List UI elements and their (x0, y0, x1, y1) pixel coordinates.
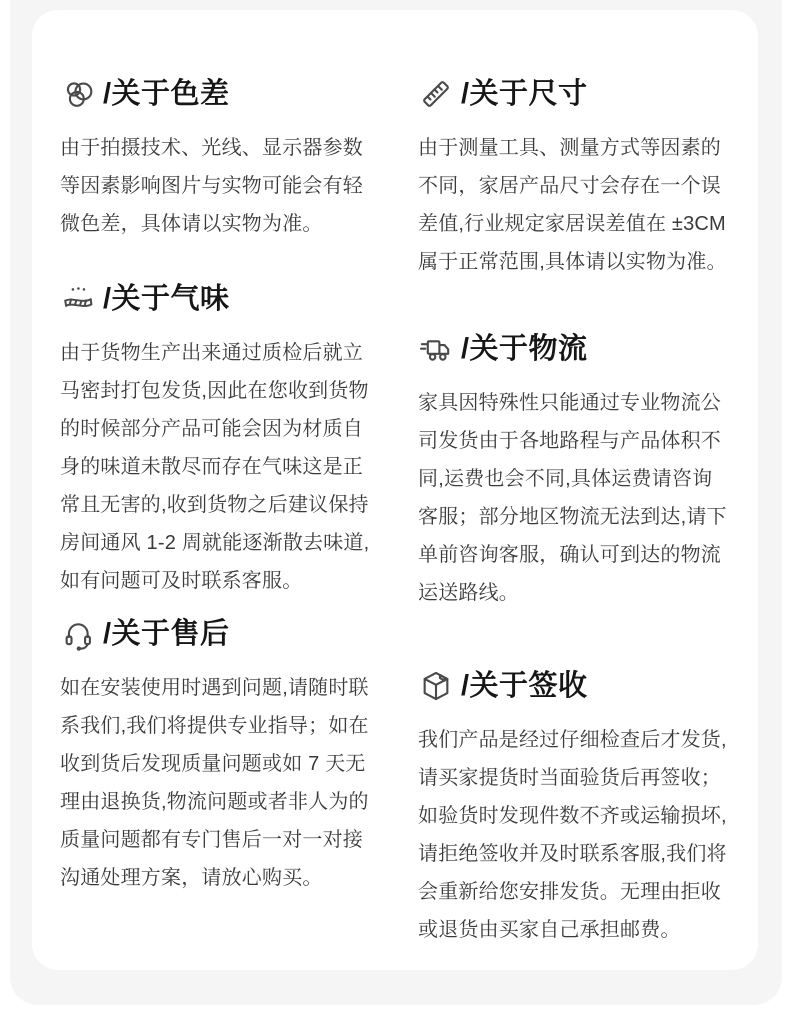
section-title: /关于气味 (103, 283, 230, 315)
section-body: 由于拍摄技术、光线、显示器参数等因素影响图片与实物可能会有轻微色差，具体请以实物为准。 (60, 137, 363, 235)
section-smell (60, 279, 372, 600)
section-body: 我们产品是经过仔细检查后才发货,请买家提货时当面验货后再签收；如验货时发现件数不齐或运输损坏,请拒绝签收并及时联系客服,我们将会重新给您安排发货。无理由拒收或退货由买家自己承担邮费。 (418, 729, 727, 941)
section-body: 家具因特殊性只能通过专业物流公司发货由于各地路程与产品体积不同,运费也会不同,具体运费请咨询客服；部分地区物流无法到达,请下单前咨询客服，确认可到达的物流运送路线。 (418, 392, 727, 604)
section-title: /关于售后 (103, 618, 230, 650)
section-color-difference (60, 74, 372, 243)
section-heading (418, 74, 730, 114)
section-body: 如在安装使用时遇到问题,请随时联系我们,我们将提供专业指导；如在收到货后发现质量问题或如 7 天无理由退换货,物流问题或者非人为的质量问题都有专门售后一对一对接沟通处理方案，请放心购买。 (60, 677, 369, 889)
section-title: /关于尺寸 (461, 78, 588, 110)
two-column-layout (60, 34, 730, 949)
notice-panel (10, 0, 782, 1005)
section-receipt (418, 666, 730, 949)
section-body: 由于货物生产出来通过质检后就立马密封打包发货,因此在您收到货物的时候部分产品可能会因为材质自身的味道未散尽而存在气味这是正常且无害的,收到货物之后建议保持房间通风 1-2 周就能逐渐散去味道,如有问题可及时联系客服。 (60, 342, 370, 592)
truck-icon (418, 331, 454, 367)
left-column (60, 34, 372, 949)
section-heading (60, 614, 372, 654)
notice-card (32, 10, 758, 970)
color-circles-icon (60, 76, 96, 112)
section-title: /关于色差 (103, 78, 230, 110)
section-title: /关于物流 (461, 333, 588, 365)
section-heading (418, 666, 730, 706)
section-title: /关于签收 (461, 670, 588, 702)
section-heading (60, 74, 372, 114)
package-icon (418, 668, 454, 704)
section-dimensions (418, 74, 730, 281)
right-column (418, 34, 730, 949)
section-body: 由于测量工具、测量方式等因素的不同，家居产品尺寸会存在一个误差值,行业规定家居误差值在 ±3CM 属于正常范围,具体请以实物为准。 (418, 137, 727, 273)
smell-icon (60, 281, 96, 317)
section-heading (60, 279, 372, 319)
ruler-icon (418, 76, 454, 112)
headset-icon (60, 616, 96, 652)
section-logistics (418, 329, 730, 612)
section-heading (418, 329, 730, 369)
section-after-sales (60, 614, 372, 897)
